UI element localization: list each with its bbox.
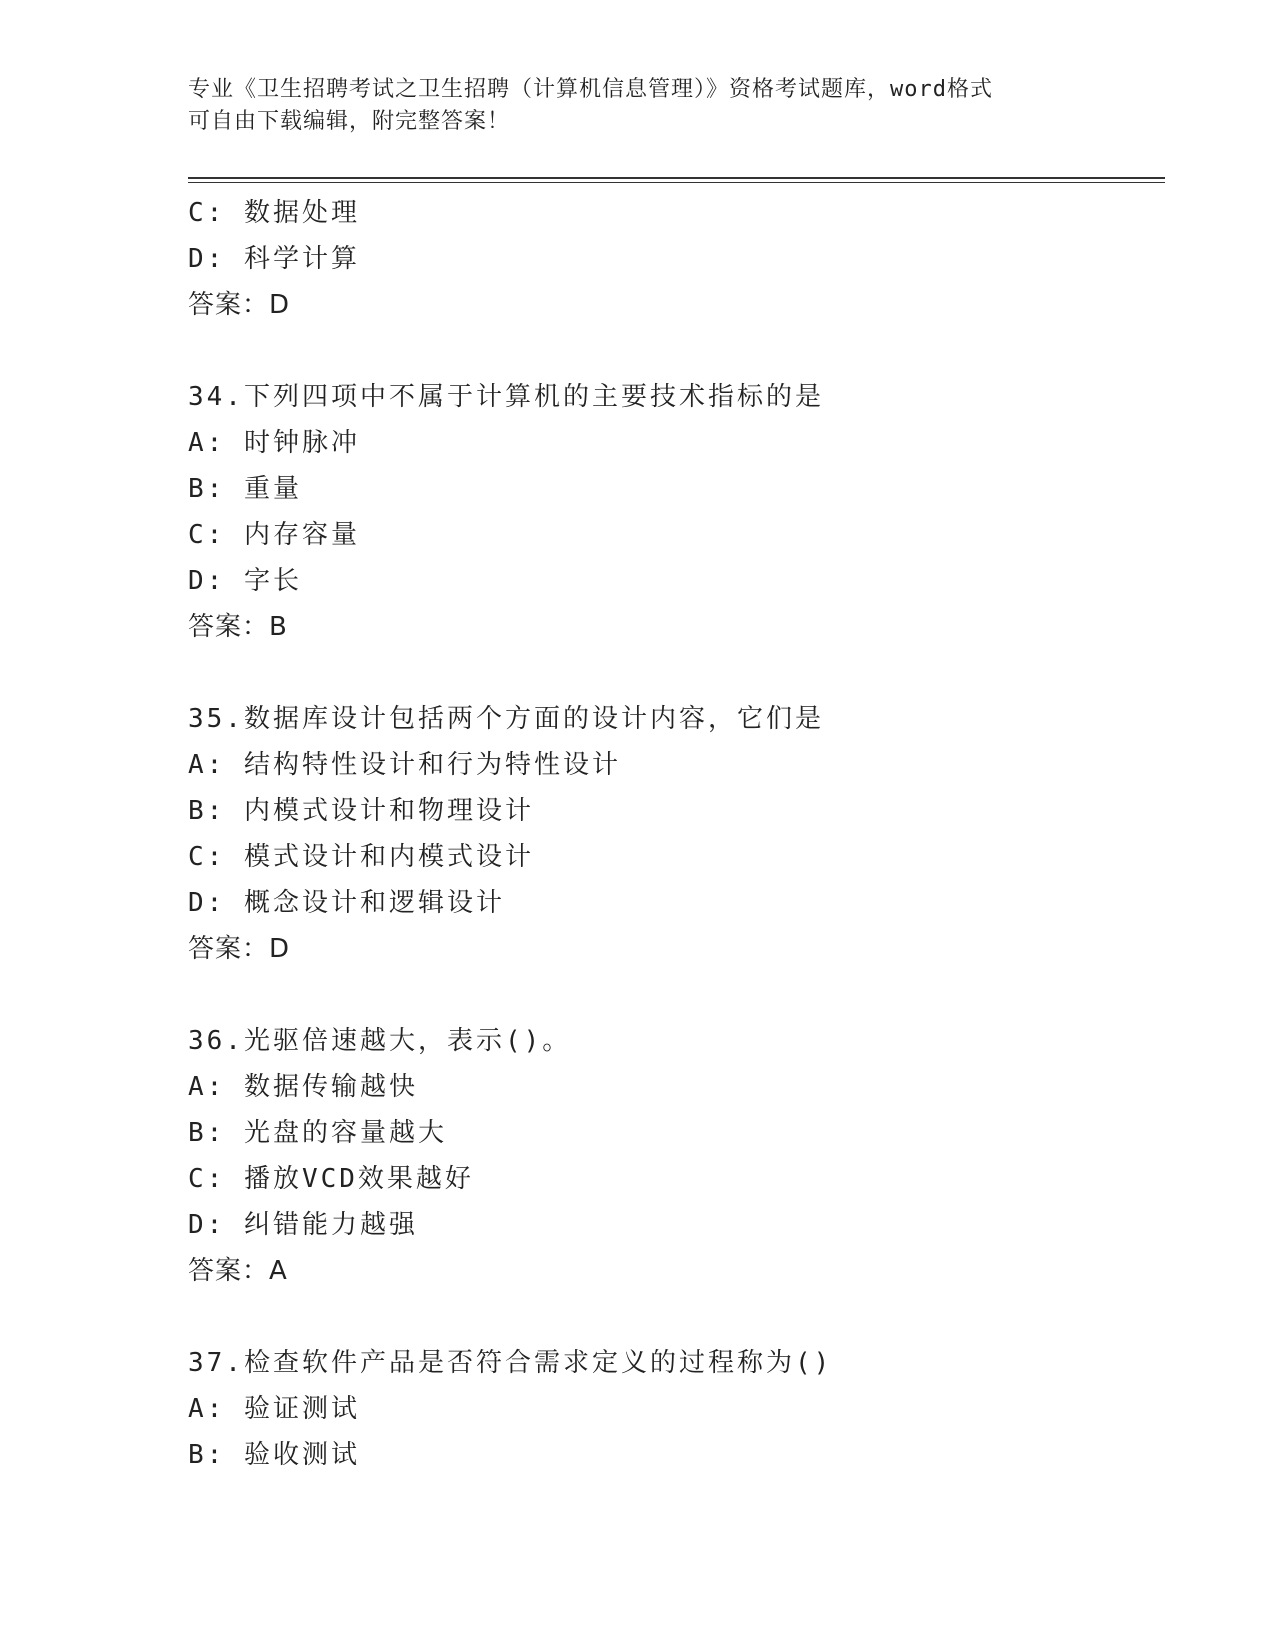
option-c: C: 播放VCD效果越好 bbox=[188, 1164, 474, 1194]
option-c: C: 数据处理 bbox=[188, 198, 360, 228]
answer-line: 答案：D bbox=[188, 290, 291, 320]
question-37 bbox=[188, 1340, 1168, 1478]
option-b: B: 重量 bbox=[188, 474, 302, 504]
question-content bbox=[188, 190, 1168, 1478]
option-d: D: 概念设计和逻辑设计 bbox=[188, 888, 505, 918]
option-a: A: 时钟脉冲 bbox=[188, 428, 360, 458]
question-36 bbox=[188, 1018, 1168, 1294]
question-35 bbox=[188, 696, 1168, 972]
header-line-2: 可自由下载编辑，附完整答案！ bbox=[188, 109, 511, 134]
answer-line: 答案：A bbox=[188, 1256, 288, 1286]
option-b: B: 验收测试 bbox=[188, 1440, 360, 1470]
question-title: 34.下列四项中不属于计算机的主要技术指标的是 bbox=[188, 382, 824, 412]
option-a: A: 验证测试 bbox=[188, 1394, 360, 1424]
header-rule bbox=[188, 177, 1165, 179]
option-c: C: 模式设计和内模式设计 bbox=[188, 842, 534, 872]
question-34 bbox=[188, 374, 1168, 650]
question-title: 37.检查软件产品是否符合需求定义的过程称为() bbox=[188, 1348, 833, 1378]
option-b: B: 内模式设计和物理设计 bbox=[188, 796, 534, 826]
question-title: 35.数据库设计包括两个方面的设计内容，它们是 bbox=[188, 704, 824, 734]
answer-line: 答案：B bbox=[188, 612, 288, 642]
option-d: D: 科学计算 bbox=[188, 244, 360, 274]
question-33-continued bbox=[188, 190, 1168, 328]
option-a: A: 结构特性设计和行为特性设计 bbox=[188, 750, 621, 780]
document-header bbox=[188, 74, 1088, 138]
option-c: C: 内存容量 bbox=[188, 520, 360, 550]
option-d: D: 字长 bbox=[188, 566, 302, 596]
question-title: 36.光驱倍速越大，表示()。 bbox=[188, 1026, 572, 1056]
header-rule-thin bbox=[188, 182, 1165, 183]
option-a: A: 数据传输越快 bbox=[188, 1072, 418, 1102]
answer-line: 答案：D bbox=[188, 934, 291, 964]
option-d: D: 纠错能力越强 bbox=[188, 1210, 418, 1240]
option-b: B: 光盘的容量越大 bbox=[188, 1118, 447, 1148]
header-line-1: 专业《卫生招聘考试之卫生招聘（计算机信息管理）》资格考试题库，word格式 bbox=[188, 77, 993, 102]
